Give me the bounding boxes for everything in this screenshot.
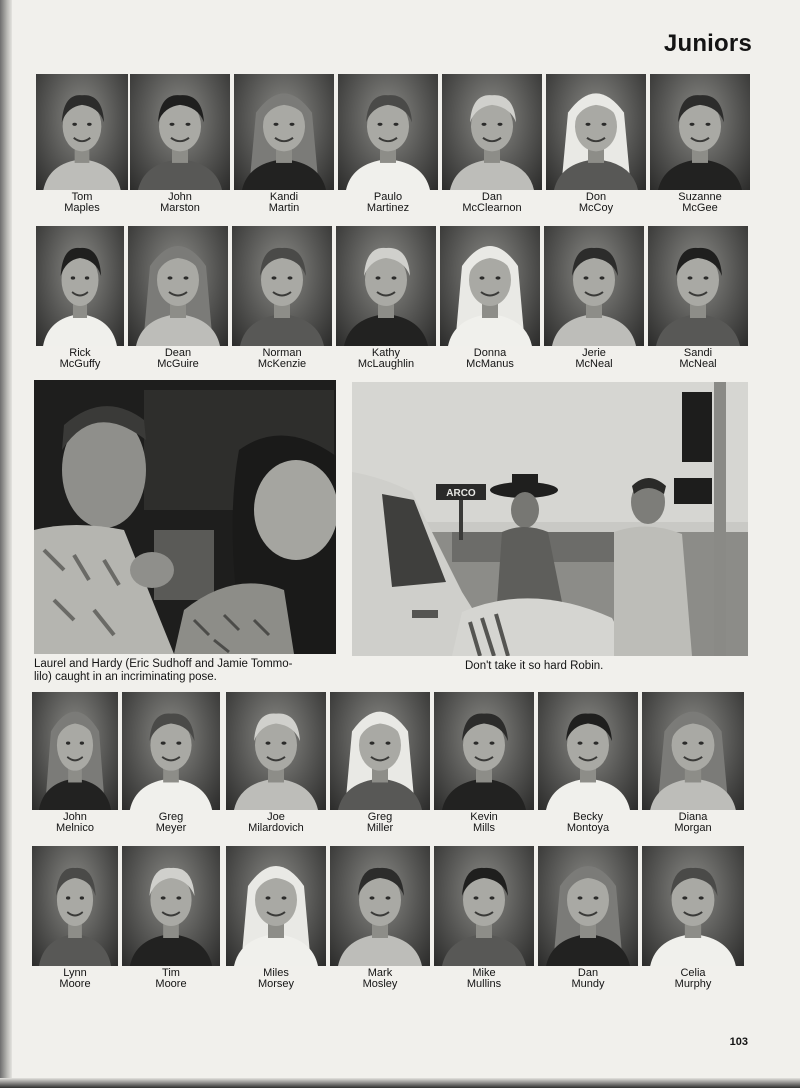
student-first-name: Dean [164, 347, 192, 359]
student-first-name: Celia [680, 967, 706, 979]
portrait-photo [122, 846, 220, 966]
portrait-photo [36, 74, 128, 190]
student-last-name: Martin [268, 202, 300, 214]
student-last-name: McClearnon [462, 202, 522, 214]
portrait-photo [544, 226, 644, 346]
student-name [338, 192, 438, 214]
student-name [330, 812, 430, 834]
student-portrait-jerie-mcneal [544, 226, 644, 370]
student-last-name: Murphy [674, 978, 712, 990]
student-portrait-rick-mcguffy [36, 226, 124, 370]
student-last-name: McGuffy [59, 358, 101, 370]
student-first-name: Greg [367, 811, 393, 823]
student-portrait-norman-mckenzie [232, 226, 332, 370]
student-name [434, 968, 534, 990]
portrait-photo [32, 692, 118, 810]
student-first-name: Becky [573, 811, 603, 823]
student-name [226, 968, 326, 990]
portrait-photo [330, 846, 430, 966]
portrait-photo [440, 226, 540, 346]
student-portrait-kandi-martin [234, 74, 334, 214]
student-name [642, 968, 744, 990]
student-name [128, 348, 228, 370]
student-portrait-donna-mcmanus [440, 226, 540, 370]
portrait-photo [122, 692, 220, 810]
student-name [336, 348, 436, 370]
student-last-name: Mundy [571, 978, 605, 990]
student-first-name: John [168, 191, 192, 203]
student-portrait-diana-morgan [642, 692, 744, 834]
student-name [650, 192, 750, 214]
student-name [226, 812, 326, 834]
student-name [122, 968, 220, 990]
student-first-name: Joe [267, 811, 285, 823]
book-spine-shadow [0, 0, 12, 1088]
student-first-name: Norman [262, 347, 302, 359]
arco-sign-text: ARCO [446, 488, 476, 499]
student-portrait-dean-mcguire [128, 226, 228, 370]
student-name [32, 968, 118, 990]
student-first-name: Kathy [371, 347, 401, 359]
student-portrait-john-melnico [32, 692, 118, 834]
student-last-name: Melnico [56, 822, 94, 834]
student-last-name: McLaughlin [357, 358, 415, 370]
student-first-name: Kandi [269, 191, 299, 203]
portrait-photo [330, 692, 430, 810]
portrait-photo [234, 74, 334, 190]
student-last-name: McManus [466, 358, 514, 370]
portrait-photo [442, 74, 542, 190]
candid-right-caption: Don't take it so hard Robin. [465, 660, 604, 672]
student-portrait-tom-maples [36, 74, 128, 214]
student-name [442, 192, 542, 214]
student-name [32, 812, 118, 834]
student-last-name: Milardovich [248, 822, 304, 834]
portrait-photo [32, 846, 118, 966]
student-last-name: Martinez [366, 202, 410, 214]
student-first-name: Diana [678, 811, 708, 823]
page-number: 103 [729, 1036, 748, 1048]
student-portrait-dan-mcclearnon [442, 74, 542, 214]
student-name [642, 812, 744, 834]
candid-photo-arco-street [352, 382, 748, 656]
student-first-name: Greg [158, 811, 184, 823]
student-first-name: Paulo [373, 191, 403, 203]
page-bottom-edge [0, 1078, 800, 1088]
portrait-photo [434, 692, 534, 810]
student-first-name: Rick [69, 347, 91, 359]
student-last-name: Mills [473, 822, 495, 834]
student-portrait-celia-murphy [642, 846, 744, 990]
student-name [434, 812, 534, 834]
student-name [544, 348, 644, 370]
student-portrait-john-marston [130, 74, 230, 214]
student-last-name: Montoya [566, 822, 610, 834]
student-first-name: Kevin [470, 811, 498, 823]
portrait-photo [36, 226, 124, 346]
student-first-name: Dan [481, 191, 503, 203]
student-last-name: Maples [64, 202, 100, 214]
student-last-name: Moore [59, 978, 91, 990]
student-portrait-don-mccoy [546, 74, 646, 214]
student-portrait-mark-mosley [330, 846, 430, 990]
student-first-name: Tim [162, 967, 180, 979]
portrait-photo [546, 74, 646, 190]
portrait-photo [538, 846, 638, 966]
student-last-name: Mullins [466, 978, 502, 990]
student-first-name: Mark [367, 967, 393, 979]
student-last-name: Miller [366, 822, 394, 834]
student-name [36, 348, 124, 370]
student-first-name: Tom [71, 191, 93, 203]
student-first-name: Sandi [683, 347, 713, 359]
student-portrait-paulo-martinez [338, 74, 438, 214]
section-title: Juniors [663, 30, 752, 57]
student-first-name: Suzanne [678, 191, 722, 203]
portrait-photo [650, 74, 750, 190]
student-first-name: Don [585, 191, 607, 203]
student-name [546, 192, 646, 214]
student-portrait-suzanne-mcgee [650, 74, 750, 214]
student-last-name: McKenzie [257, 358, 307, 370]
student-first-name: Miles [263, 967, 289, 979]
student-last-name: McGee [682, 202, 718, 214]
student-last-name: Morsey [257, 978, 295, 990]
student-portrait-kevin-mills [434, 692, 534, 834]
student-first-name: Donna [473, 347, 507, 359]
student-name [234, 192, 334, 214]
student-portrait-kathy-mclaughlin [336, 226, 436, 370]
student-portrait-miles-morsey [226, 846, 326, 990]
student-last-name: Meyer [155, 822, 187, 834]
student-last-name: Moore [155, 978, 187, 990]
student-name [538, 812, 638, 834]
candid-photo-laurel-and-hardy [34, 380, 336, 654]
portrait-photo [538, 692, 638, 810]
student-name [648, 348, 748, 370]
student-portrait-mike-mullins [434, 846, 534, 990]
portrait-photo [434, 846, 534, 966]
student-first-name: John [63, 811, 87, 823]
portrait-photo [648, 226, 748, 346]
student-name [330, 968, 430, 990]
student-portrait-greg-meyer [122, 692, 220, 834]
student-first-name: Jerie [582, 347, 606, 359]
student-portrait-dan-mundy [538, 846, 638, 990]
portrait-photo [642, 846, 744, 966]
portrait-photo [130, 74, 230, 190]
student-last-name: McCoy [578, 202, 614, 214]
student-last-name: McNeal [679, 358, 717, 370]
candid-left-caption: Laurel and Hardy (Eric Sudhoff and Jamie Tommo- lilo) caught in an incriminating pose. [34, 658, 293, 683]
student-first-name: Mike [472, 967, 496, 979]
portrait-photo [226, 692, 326, 810]
student-portrait-becky-montoya [538, 692, 638, 834]
student-last-name: McNeal [575, 358, 613, 370]
student-portrait-joe-milardovich [226, 692, 326, 834]
student-first-name: Lynn [63, 967, 87, 979]
portrait-photo [226, 846, 326, 966]
student-portrait-greg-miller [330, 692, 430, 834]
student-portrait-sandi-mcneal [648, 226, 748, 370]
student-portrait-lynn-moore [32, 846, 118, 990]
student-name [538, 968, 638, 990]
student-name [122, 812, 220, 834]
student-last-name: McGuire [157, 358, 199, 370]
student-last-name: Morgan [674, 822, 712, 834]
student-last-name: Marston [160, 202, 200, 214]
student-last-name: Mosley [362, 978, 398, 990]
student-name [232, 348, 332, 370]
portrait-photo [336, 226, 436, 346]
student-name [36, 192, 128, 214]
portrait-photo [642, 692, 744, 810]
student-portrait-tim-moore [122, 846, 220, 990]
portrait-photo [338, 74, 438, 190]
student-name [440, 348, 540, 370]
student-name [130, 192, 230, 214]
portrait-photo [128, 226, 228, 346]
student-first-name: Dan [577, 967, 599, 979]
portrait-photo [232, 226, 332, 346]
